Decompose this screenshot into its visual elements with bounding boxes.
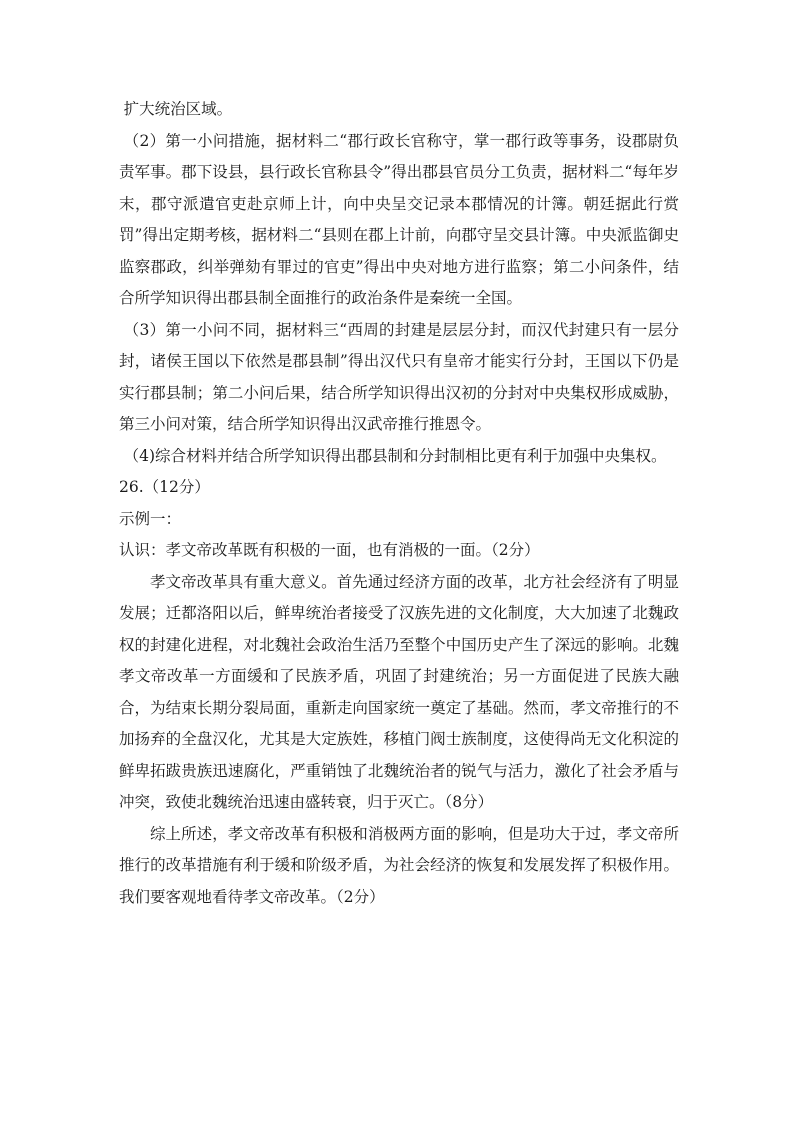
paragraph-answer-3: （3）第一小问不同，据材料三“西周的封建是层层分封，而汉代封建只有一层分封，诸侯王国以下依然是郡县制”得出汉代只有皇帝才能实行分封，王国以下仍是实行郡县制；第二小问后果，结合所学知识得出汉初的分封对中央集权形成威胁，第三小问对策，结合所学知识得出汉武帝推行推恩令。 [119,320,679,433]
conclusion-paragraph: 综上所述，孝文帝改革有积极和消极两方面的影响，但是功大于过，孝文帝所推行的改革措施有利于缓和阶级矛盾，为社会经济的恢复和发展发挥了积极作用。我们要客观地看待孝文帝改革。（2分） [119,824,679,906]
example-one-label: 示例一： [119,509,182,528]
document-body [119,94,679,913]
viewpoint-statement: 认识：孝文帝改革既有积极的一面，也有消极的一面。（2分） [119,541,540,559]
argument-paragraph: 孝文帝改革具有重大意义。首先通过经济方面的改革，北方社会经济有了明显发展；迁都洛阳以后，鲜卑统治者接受了汉族先进的文化制度，大大加速了北魏政权的封建化进程，对北魏社会政治生活乃至整个中国历史产生了深远的影响。北魏孝文帝改革一方面缓和了民族矛盾，巩固了封建统治；另一方面促进了民族大融合，为结束长期分裂局面，重新走向国家统一奠定了基础。然而，孝文帝推行的不加扬弃的全盘汉化，尤其是大定族姓，移植门阀士族制度，这使得尚无文化积淀的鲜卑拓跋贵族迅速腐化，严重销蚀了北魏统治者的锐气与活力，激化了社会矛盾与冲突，致使北魏统治迅速由盛转衰，归于灭亡。（8分） [119,572,679,811]
paragraph-answer-4: （4)综合材料并结合所学知识得出郡县制和分封制相比更有利于加强中央集权。 [123,446,667,465]
paragraph-answer-2: （2）第一小问措施，据材料二“郡行政长官称守，掌一郡行政等事务，设郡尉负责军事。郡下设县，县行政长官称县令”得出郡县官员分工负责，据材料二“每年岁末，郡守派遣官吏赴京师上计，向中央呈交记录本郡情况的计簿。朝廷据此行赏罚”得出定期考核，据材料二“县则在郡上计前，向郡守呈交县计簿。中央派监御史监察郡政，纠举弹劾有罪过的官吏”得出中央对地方进行监察；第二小问条件，结合所学知识得出郡县制全面推行的政治条件是秦统一全国。 [119,131,679,307]
question-26-heading: 26.（12分） [119,478,210,496]
paragraph-continuation: 扩大统治区域。 [123,100,233,118]
